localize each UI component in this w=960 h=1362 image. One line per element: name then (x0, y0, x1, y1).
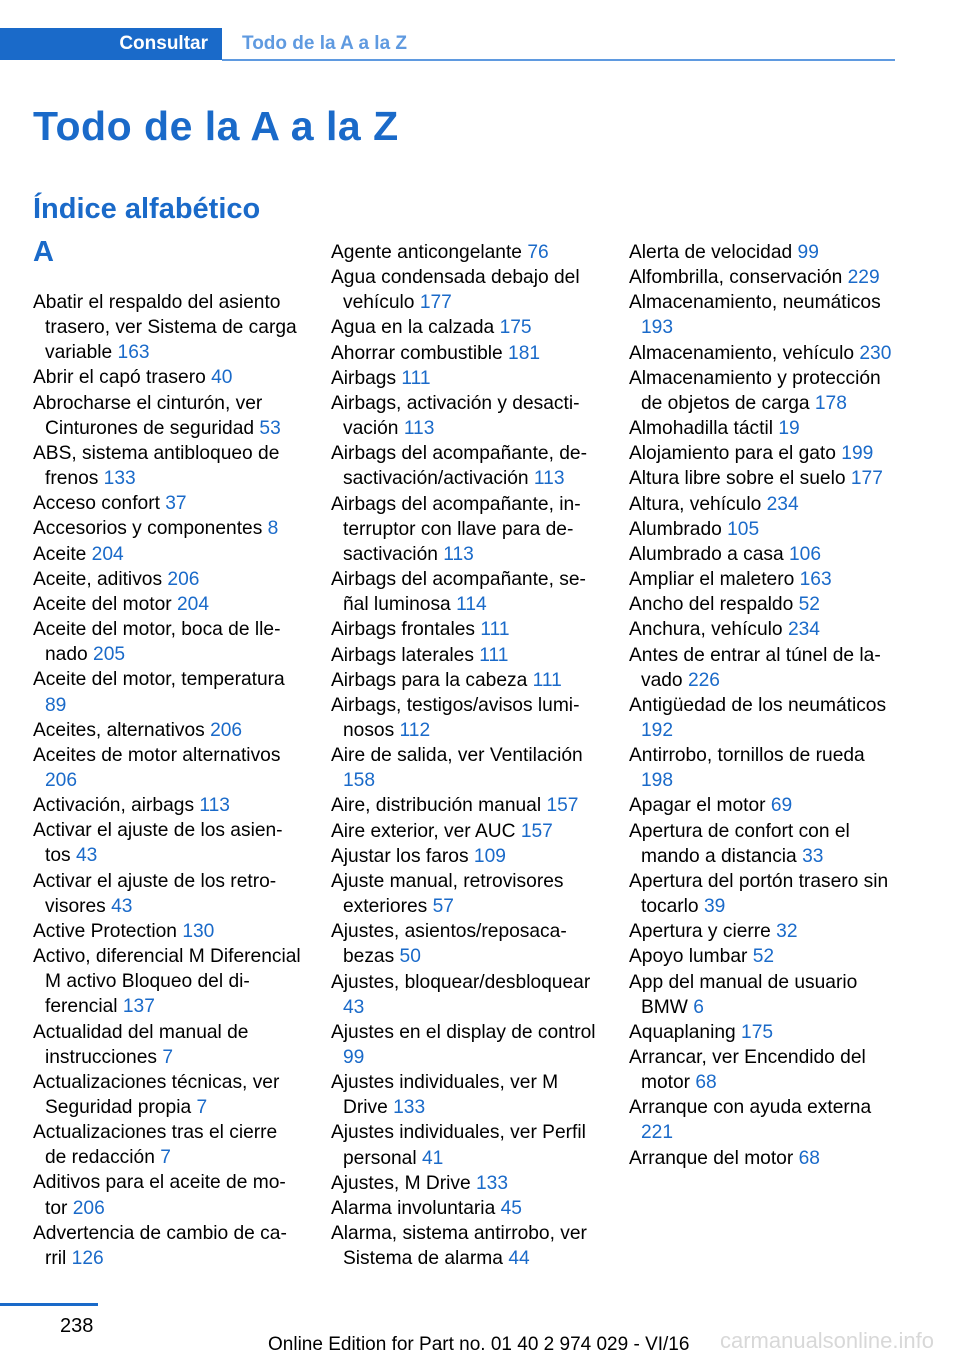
index-entry-text: Apagar el motor (629, 795, 766, 817)
index-entry (331, 567, 599, 617)
index-entry-text: Actualidad del manual de instrucciones (33, 1021, 249, 1068)
index-page-link[interactable]: 177 (850, 468, 883, 490)
index-entry (33, 818, 301, 868)
index-entry (33, 1221, 301, 1271)
index-page-link[interactable]: 99 (797, 242, 819, 263)
index-page-link[interactable]: 112 (399, 719, 431, 741)
index-page-link[interactable]: 53 (259, 417, 281, 439)
index-entry-text: Agua condensada debajo del vehículo (331, 267, 580, 314)
tab-todo-de-la-a-a-la-z[interactable]: Todo de la A a la Z (242, 33, 408, 54)
index-column-2 (331, 240, 599, 1271)
index-page-link[interactable]: 221 (641, 1122, 674, 1144)
index-entry (331, 668, 599, 693)
index-entry-text: Antes de entrar al túnel de lavado (629, 644, 881, 691)
index-entry-text: Alumbrado (629, 518, 722, 540)
index-entry (331, 643, 599, 668)
index-entry-text: Aceite, aditivos (33, 568, 163, 590)
index-page-link[interactable]: 69 (770, 795, 793, 817)
index-entry (331, 617, 599, 642)
index-page-link[interactable]: 226 (687, 669, 720, 691)
index-entry-text: Abrir el capó trasero (33, 367, 206, 389)
index-entry (629, 1020, 897, 1045)
index-entry-text: Aceites, alternativos (33, 719, 205, 741)
index-page-link[interactable]: 43 (111, 895, 133, 917)
index-entry-text: Apertura y cierre (629, 921, 771, 943)
index-entry (33, 1170, 301, 1220)
index-entry (629, 542, 897, 567)
index-entry (629, 492, 897, 517)
index-entry (629, 617, 897, 642)
index-entry (629, 567, 897, 592)
index-page-link[interactable]: 7 (162, 1046, 173, 1068)
index-entry-text: Ajustar los faros (331, 845, 469, 867)
index-entry (33, 944, 301, 1019)
index-entry-text: Antirrobo, tornillos de rueda (629, 745, 865, 767)
index-entry-text: Ajustes individuales, ver M Drive (331, 1072, 559, 1119)
index-entry (33, 592, 301, 617)
index-page-link[interactable]: 8 (267, 518, 279, 540)
index-page-link[interactable]: 52 (798, 594, 820, 616)
index-entry (629, 240, 897, 265)
index-entry-text: Ancho del respaldo (629, 594, 794, 616)
index-entry-text: Activar el ajuste de los asientos (33, 820, 283, 867)
index-page-link[interactable]: 198 (641, 770, 674, 792)
index-entry-text: Alarma involuntaria (331, 1197, 496, 1219)
index-entry (331, 819, 599, 844)
watermark: carmanualsonline.info (719, 1328, 934, 1353)
index-entry-text: Altura libre sobre el suelo (629, 468, 846, 490)
index-entry-text: Almohadilla táctil (629, 418, 773, 440)
index-page-link[interactable]: 175 (499, 317, 532, 339)
index-entry (33, 793, 301, 818)
index-entry-text: Activar el ajuste de los retrovisores (33, 870, 277, 917)
index-entry (629, 919, 897, 944)
index-page-link[interactable]: 205 (93, 644, 126, 666)
index-page-link[interactable]: 178 (814, 392, 847, 414)
index-page-link[interactable]: 113 (443, 543, 474, 565)
index-entry-text: App del manual de usuario BMW (629, 971, 858, 1018)
index-entry (629, 793, 897, 818)
index-entry-text: Airbags para la cabeza (331, 669, 528, 691)
index-page-link[interactable]: 89 (45, 694, 67, 716)
index-entry-text: Alojamiento para el gato (629, 443, 836, 465)
index-entry-text: Ajuste manual, retrovisores exteriores (331, 870, 564, 918)
index-entry (629, 819, 897, 869)
tab-consultar[interactable]: Consultar (0, 28, 222, 60)
index-page-link[interactable]: 114 (456, 594, 487, 616)
index-entry (33, 1070, 301, 1120)
index-entry-text: Arranque del motor (629, 1147, 794, 1169)
index-page-link[interactable]: 133 (103, 468, 136, 490)
index-entry (33, 441, 301, 491)
index-page-link[interactable]: 68 (695, 1072, 717, 1094)
index-entry (33, 290, 301, 365)
index-page-link[interactable]: 157 (520, 820, 553, 842)
index-page-link[interactable]: 177 (419, 292, 452, 314)
index-entry-text: Arrancar, ver Encendido del motor (629, 1047, 866, 1094)
index-entry-text: Aceite del motor, boca de llenado (33, 619, 281, 666)
index-entry-text: Airbags, testigos/avisos luminosos (331, 694, 580, 741)
index-page-link[interactable]: 163 (799, 569, 832, 591)
index-entry-text: Ajustes, asientos/reposacabezas (331, 921, 567, 968)
index-page-link[interactable]: 7 (160, 1147, 171, 1169)
index-entry-text: Ajustes, bloquear/desbloquear (331, 971, 591, 993)
index-entry-text: ABS, sistema antibloqueo de frenos (33, 442, 280, 490)
index-entry (331, 1070, 599, 1120)
index-page-link[interactable]: 113 (199, 795, 230, 817)
index-entry (33, 567, 301, 592)
index-entry-text: Activo, diferencial M Diferencial M activo Bloqueo del diferencial (33, 946, 301, 1018)
index-page-link[interactable]: 204 (177, 593, 210, 615)
index-column-1 (33, 290, 301, 1271)
index-entry (331, 844, 599, 869)
index-entry-text: Anchura, vehículo (629, 619, 783, 641)
index-column-3 (629, 240, 897, 1171)
index-entry-text: Ampliar el maletero (629, 569, 795, 591)
index-entry (331, 1221, 599, 1271)
header-divider (222, 59, 895, 61)
index-page-link[interactable]: 111 (479, 644, 509, 666)
index-entry (33, 1020, 301, 1070)
index-page-link[interactable]: 45 (500, 1197, 522, 1219)
index-page-link[interactable]: 41 (421, 1147, 444, 1169)
index-page-link[interactable]: 204 (91, 543, 124, 565)
index-page-link[interactable]: 206 (167, 568, 200, 590)
index-entry (33, 1120, 301, 1170)
index-page-link[interactable]: 199 (841, 443, 874, 465)
index-entry (33, 516, 301, 541)
index-entry (629, 416, 897, 441)
index-entry-text: Alumbrado a casa (629, 543, 784, 565)
index-entry (33, 743, 301, 793)
index-page-link[interactable]: 137 (122, 996, 155, 1018)
section-title: Índice alfabético (33, 193, 261, 225)
index-entry-text: Airbags del acompañante, señal luminosa (331, 569, 586, 616)
index-page-link[interactable]: 109 (473, 845, 506, 867)
index-page-link[interactable]: 192 (641, 719, 674, 741)
index-page-link[interactable]: 206 (210, 719, 243, 741)
index-entry-text: Airbags del acompañante, desactivación/activación (331, 443, 587, 490)
index-entry (629, 341, 897, 366)
footer-accent-line (0, 1303, 98, 1306)
index-page-link[interactable]: 133 (476, 1172, 509, 1194)
index-entry (331, 970, 599, 1020)
index-entry (331, 869, 599, 919)
index-entry-text: Aire exterior, ver AUC (331, 820, 516, 842)
index-page-link[interactable]: 158 (343, 770, 376, 792)
index-entry-text: Apertura de confort con el mando a distancia (629, 820, 850, 867)
index-entry (331, 693, 599, 743)
index-entry (629, 366, 897, 416)
index-page-link[interactable]: 99 (343, 1047, 365, 1068)
index-entry-text: Agua en la calzada (331, 317, 495, 339)
index-page-link[interactable]: 32 (776, 921, 798, 943)
index-page-link[interactable]: 111 (401, 367, 431, 389)
index-entry (331, 919, 599, 969)
index-page-link[interactable]: 113 (403, 418, 435, 440)
index-entry-text: Aditivos para el aceite de motor (33, 1172, 286, 1219)
index-page-link[interactable]: 234 (766, 493, 799, 515)
index-page-link[interactable]: 181 (508, 342, 541, 364)
index-entry (629, 466, 897, 491)
index-entry-text: Aceite (33, 543, 87, 565)
index-entry-text: Airbags frontales (331, 619, 475, 641)
index-page-link[interactable]: 76 (527, 242, 549, 263)
index-entry (331, 1120, 599, 1170)
index-entry (33, 617, 301, 667)
index-entry-text: Ahorrar combustible (331, 342, 503, 364)
index-entry (629, 869, 897, 919)
index-entry (331, 366, 599, 391)
index-page-link[interactable]: 52 (752, 946, 775, 968)
index-entry-text: Apertura del portón trasero sin tocarlo (629, 870, 889, 918)
index-entry (331, 441, 599, 491)
index-entry (629, 1146, 897, 1171)
index-entry-text: Alerta de velocidad (629, 242, 793, 263)
index-entry-text: Accesorios y componentes (33, 518, 263, 540)
index-entry-text: Actualizaciones técnicas, ver Seguridad propia (33, 1071, 280, 1118)
index-entry-text: Almacenamiento, vehículo (629, 342, 855, 364)
index-entry (331, 492, 599, 567)
index-entry-text: Aceite del motor (33, 593, 172, 615)
index-page-link[interactable]: 133 (393, 1097, 426, 1119)
index-page-link[interactable]: 43 (343, 996, 365, 1018)
index-letter: A (33, 236, 54, 268)
index-entry (629, 592, 897, 617)
index-entry (33, 391, 301, 441)
index-entry (629, 970, 897, 1020)
index-entry (629, 1095, 897, 1145)
index-entry (629, 265, 897, 290)
page-title: Todo de la A a la Z (33, 103, 399, 149)
index-entry (629, 643, 897, 693)
index-entry-text: Advertencia de cambio de carril (33, 1222, 287, 1269)
index-entry-text: Ajustes, M Drive (331, 1172, 471, 1194)
index-entry (629, 944, 897, 969)
index-page-link[interactable]: 44 (508, 1248, 530, 1270)
index-entry (33, 365, 301, 390)
index-entry-text: Airbags laterales (331, 644, 474, 666)
index-entry-text: Abatir el respaldo del asiento trasero, ver Sistema de carga variable (33, 292, 297, 364)
index-page-link[interactable]: 50 (399, 946, 421, 968)
index-page-link[interactable]: 105 (727, 518, 760, 540)
index-page-link[interactable]: 130 (182, 920, 215, 942)
index-entry (331, 315, 599, 340)
index-page-link[interactable]: 39 (703, 896, 726, 918)
index-entry (33, 718, 301, 743)
index-page-link[interactable]: 57 (432, 896, 454, 918)
index-page-link[interactable]: 175 (741, 1021, 774, 1043)
index-page-link[interactable]: 33 (802, 845, 824, 867)
index-page-link[interactable]: 113 (533, 468, 565, 490)
index-page-link[interactable]: 7 (196, 1097, 208, 1118)
index-entry-text: Agente anticongelante (331, 242, 522, 263)
index-entry (33, 667, 301, 717)
index-entry-text: Ajustes individuales, ver Perfil personal (331, 1122, 586, 1169)
index-entry (33, 491, 301, 516)
index-page-link[interactable]: 68 (798, 1147, 820, 1169)
index-entry (629, 743, 897, 793)
index-page-link[interactable]: 163 (117, 342, 150, 364)
index-entry (629, 517, 897, 542)
index-page-link[interactable]: 40 (211, 367, 233, 389)
index-page-link[interactable]: 111 (480, 619, 510, 641)
index-entry (33, 919, 301, 944)
edition-footer: Online Edition for Part no. 01 40 2 974 029 - VI/16 (268, 1334, 690, 1355)
index-page-link[interactable]: 111 (532, 669, 562, 691)
index-page-link[interactable]: 206 (45, 769, 78, 791)
index-page-link[interactable]: 234 (787, 619, 820, 641)
index-page-link[interactable]: 19 (778, 418, 800, 440)
index-entry-text: Antigüedad de los neumáticos (629, 694, 887, 716)
index-entry-text: Airbags, activación y desactivación (331, 392, 580, 440)
index-entry-text: Aire de salida, ver Ventilación (331, 745, 583, 767)
index-page-link[interactable]: 157 (546, 795, 579, 817)
index-page-link[interactable]: 230 (859, 342, 892, 364)
index-entry-text: Alfombrilla, conservación (629, 267, 843, 289)
index-entry-text: Aceite del motor, temperatura (33, 669, 285, 691)
index-page-link[interactable]: 229 (847, 267, 880, 289)
header-bar (0, 28, 895, 60)
index-entry-text: Almacenamiento, neumáticos (629, 292, 881, 314)
index-entry-text: Alarma, sistema antirrobo, ver Sistema de alarma (331, 1223, 587, 1270)
index-entry (629, 441, 897, 466)
index-entry (331, 341, 599, 366)
index-entry-text: Airbags (331, 367, 397, 389)
index-page-link[interactable]: 6 (693, 996, 704, 1018)
index-entry (331, 1020, 599, 1070)
page-number: 238 (60, 1315, 94, 1337)
index-entry-text: Ajustes en el display de control (331, 1021, 596, 1043)
index-entry-text: Apoyo lumbar (629, 946, 748, 968)
index-entry-text: Active Protection (33, 920, 177, 942)
index-entry (629, 290, 897, 340)
index-entry (33, 869, 301, 919)
index-page-link[interactable]: 43 (75, 845, 98, 867)
index-entry-text: Aquaplaning (629, 1021, 736, 1043)
index-entry-text: Altura, vehículo (629, 493, 762, 515)
index-page-link[interactable]: 206 (72, 1197, 105, 1219)
index-entry (331, 391, 599, 441)
index-page-link[interactable]: 193 (641, 317, 674, 339)
index-entry-text: Activación, airbags (33, 795, 195, 817)
index-entry-text: Actualizaciones tras el cierre de redacción (33, 1122, 278, 1169)
index-entry (331, 265, 599, 315)
index-entry-text: Arranque con ayuda externa (629, 1097, 872, 1119)
index-entry-text: Abrocharse el cinturón, ver Cinturones de seguridad (33, 392, 263, 439)
index-entry (629, 1045, 897, 1095)
index-entry-text: Aire, distribución manual (331, 795, 542, 817)
index-entry (629, 693, 897, 743)
index-entry (33, 542, 301, 567)
index-entry (331, 1171, 599, 1196)
index-page-link[interactable]: 106 (789, 543, 822, 565)
index-entry-text: Almacenamiento y protección de objetos de carga (629, 367, 881, 414)
index-entry (331, 1196, 599, 1221)
index-entry-text: Aceites de motor alternativos (33, 744, 281, 766)
index-entry (331, 240, 599, 265)
index-entry-text: Acceso confort (33, 493, 160, 515)
index-page-link[interactable]: 37 (165, 493, 187, 515)
index-entry-text: Airbags del acompañante, interruptor con llave para desactivación (331, 493, 581, 565)
index-page-link[interactable]: 126 (71, 1247, 104, 1269)
index-entry (331, 793, 599, 818)
index-entry (331, 743, 599, 793)
